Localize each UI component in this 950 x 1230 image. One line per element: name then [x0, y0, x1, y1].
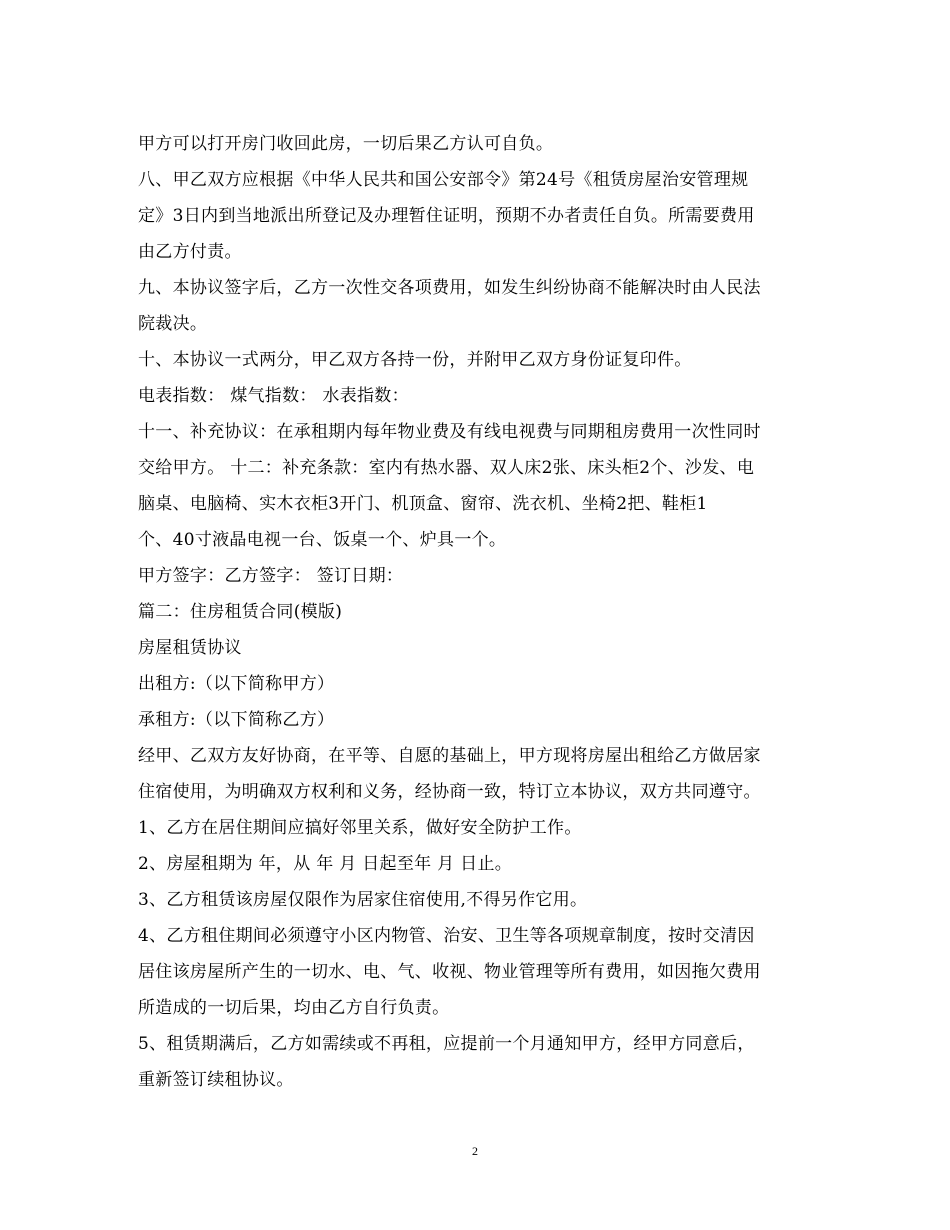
text-line: 居住该房屋所产生的一切水、电、气、收视、物业管理等所有费用，如因拖欠费用 [138, 962, 761, 982]
text-line: 交给甲方。 十二：补充条款：室内有热水器、双人床2张、床头柜2个、沙发、电 [138, 458, 755, 478]
text-line: 出租方:（以下简称甲方） [138, 674, 335, 694]
document-title: 房屋租赁协议 [138, 638, 242, 658]
text-line: 甲方签字：乙方签字： 签订日期： [138, 566, 404, 586]
text-line: 5、租赁期满后，乙方如需续或不再租，应提前一个月通知甲方，经甲方同意后， [138, 1034, 755, 1054]
text-line: 定》3日内到当地派出所登记及办理暂住证明，预期不办者责任自负。所需要费用 [138, 206, 755, 226]
text-line: 八、甲乙双方应根据《中华人民共和国公安部令》第24号《租赁房屋治安管理规 [138, 170, 749, 190]
text-line: 3、乙方租赁该房屋仅限作为居家住宿使用,不得另作它用。 [138, 890, 588, 910]
text-line: 电表指数： 煤气指数： 水表指数： [138, 386, 409, 406]
text-line: 4、乙方租住期间必须遵守小区内物管、治安、卫生等各项规章制度，按时交清因 [138, 926, 755, 946]
text-line: 经甲、乙双方友好协商，在平等、自愿的基础上，甲方现将房屋出租给乙方做居家 [138, 746, 761, 766]
text-line: 十、本协议一式两分，甲乙双方各持一份，并附甲乙双方身份证复印件。 [138, 350, 692, 370]
text-line: 甲方可以打开房门收回此房，一切后果乙方认可自负。 [138, 134, 554, 154]
text-line: 重新签订续租协议。 [138, 1070, 294, 1090]
text-line: 个、40寸液晶电视一台、饭桌一个、炉具一个。 [138, 530, 507, 550]
document-body [138, 126, 818, 1098]
section-heading: 篇二：住房租赁合同(模版) [138, 602, 343, 622]
text-line: 承租方:（以下简称乙方） [138, 710, 335, 730]
text-line: 脑桌、电脑椅、实木衣柜3开门、机顶盒、窗帘、洗衣机、坐椅2把、鞋柜1 [138, 494, 708, 514]
text-line: 所造成的一切后果，均由乙方自行负责。 [138, 998, 450, 1018]
text-line: 由乙方付责。 [138, 242, 242, 262]
text-line: 院裁决。 [138, 314, 208, 334]
text-line: 2、房屋租期为 年，从 年 月 日起至年 月 日止。 [138, 854, 513, 874]
text-line: 1、乙方在居住期间应搞好邻里关系，做好安全防护工作。 [138, 818, 582, 838]
text-line: 十一、补充协议：在承租期内每年物业费及有线电视费与同期租房费用一次性同时 [138, 422, 761, 442]
text-line: 住宿使用，为明确双方权利和义务，经协商一致，特订立本协议，双方共同遵守。 [138, 782, 761, 802]
page-number: 2 [472, 1144, 478, 1158]
text-line: 九、本协议签字后，乙方一次性交各项费用，如发生纠纷协商不能解决时由人民法 [138, 278, 761, 298]
